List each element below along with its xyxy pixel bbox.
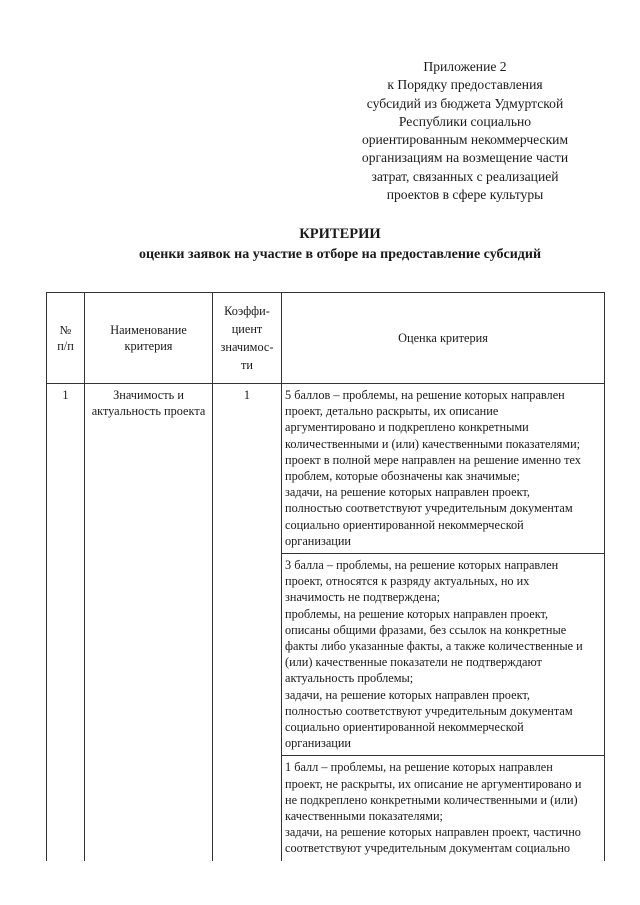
assessment-line: проект, не раскрыты, их описание не аргументировано и	[285, 776, 582, 791]
header-num-line: п/п	[57, 339, 74, 353]
header-coef-line: значимос-	[220, 340, 274, 354]
assessment-line: описаны общими фразами, без ссылок на конкретные	[285, 622, 567, 637]
assessment-line: проект, относятся к разряду актуальных, но их	[285, 574, 530, 589]
document-title: КРИТЕРИИ	[299, 226, 381, 242]
appendix-line: проектов в сфере культуры	[386, 187, 544, 203]
assessment-line: полностью соответствуют учредительным документам	[285, 501, 573, 516]
assessment-line: проект в полной мере направлен на решение именно тех	[285, 452, 581, 467]
assessment-line: 3 балла – проблемы, на решение которых направлен	[285, 558, 559, 573]
assessment-line: актуальность проблемы;	[285, 671, 414, 686]
header-name-line: Наименование	[110, 322, 187, 337]
header-assessment: Оценка критерия	[282, 293, 605, 384]
assessment-5-points	[282, 384, 605, 554]
assessment-1-point	[282, 756, 605, 861]
header-num-line: №	[59, 322, 72, 337]
appendix-line: Республики социально	[398, 113, 532, 129]
appendix-block	[340, 58, 590, 204]
appendix-line: ориентированным некоммерческим	[361, 132, 569, 148]
criterion-name-line: актуальность проекта	[91, 404, 206, 419]
appendix-line: к Порядку предоставления	[387, 77, 543, 93]
assessment-line: аргументировано и подкреплено конкретными	[285, 420, 529, 435]
row-num: 1	[47, 384, 85, 861]
assessment-line: качественными показателями;	[285, 809, 443, 824]
assessment-line: не подкреплено конкретными количественными и (или)	[285, 792, 578, 807]
appendix-line: Приложение 2	[423, 59, 507, 74]
appendix-line: затрат, связанных с реализацией	[371, 168, 559, 184]
assessment-line: задачи, на решение которых направлен проект,	[285, 687, 530, 702]
table-row	[47, 384, 605, 554]
header-coef-line: ти	[241, 358, 253, 372]
assessment-line: значимость не подтверждена;	[285, 590, 441, 605]
table-header-row	[47, 293, 605, 384]
assessment-line: организации	[285, 736, 352, 751]
appendix-line: субсидий из бюджета Удмуртской	[366, 95, 564, 111]
assessment-line: факты либо указанные факты, а также количественные и	[285, 639, 583, 654]
assessment-line: организации	[285, 533, 352, 548]
row-coefficient: 1	[213, 384, 282, 861]
header-coef	[213, 293, 282, 384]
header-num	[47, 293, 85, 384]
assessment-line: 5 баллов – проблемы, на решение которых направлен	[285, 388, 565, 402]
assessment-line: проблемы, на решение которых направлен проект,	[285, 606, 549, 621]
row-criterion-name	[85, 384, 213, 861]
assessment-line: задачи, на решение которых направлен проект, частично	[285, 825, 581, 840]
assessment-line: проект, детально раскрыты, их описание	[285, 404, 499, 419]
header-coef-line: Коэффи-	[224, 304, 270, 318]
criteria-table	[46, 292, 605, 861]
assessment-line: проблем, которые обозначены как значимые;	[285, 469, 520, 484]
header-name	[85, 293, 213, 384]
appendix-line: организациям на возмещение части	[361, 150, 569, 166]
assessment-line: 1 балл – проблемы, на решение которых направлен	[285, 760, 553, 775]
assessment-3-points	[282, 554, 605, 756]
assessment-line: (или) качественные показатели не подтверждают	[285, 655, 542, 670]
assessment-line: соответствуют учредительным документам социально	[285, 841, 571, 856]
assessment-line: задачи, на решение которых направлен проект,	[285, 485, 530, 500]
header-name-line: критерия	[124, 339, 173, 353]
criterion-name-line: Значимость и	[113, 388, 184, 402]
assessment-line: полностью соответствуют учредительным документам	[285, 703, 573, 718]
header-coef-line: циент	[231, 322, 263, 336]
document-subtitle: оценки заявок на участие в отборе на предоставление субсидий	[138, 247, 542, 262]
assessment-line: социально ориентированной некоммерческой	[285, 517, 524, 532]
assessment-line: количественными и (или) качественными показателями;	[285, 436, 581, 451]
assessment-line: социально ориентированной некоммерческой	[285, 720, 524, 735]
